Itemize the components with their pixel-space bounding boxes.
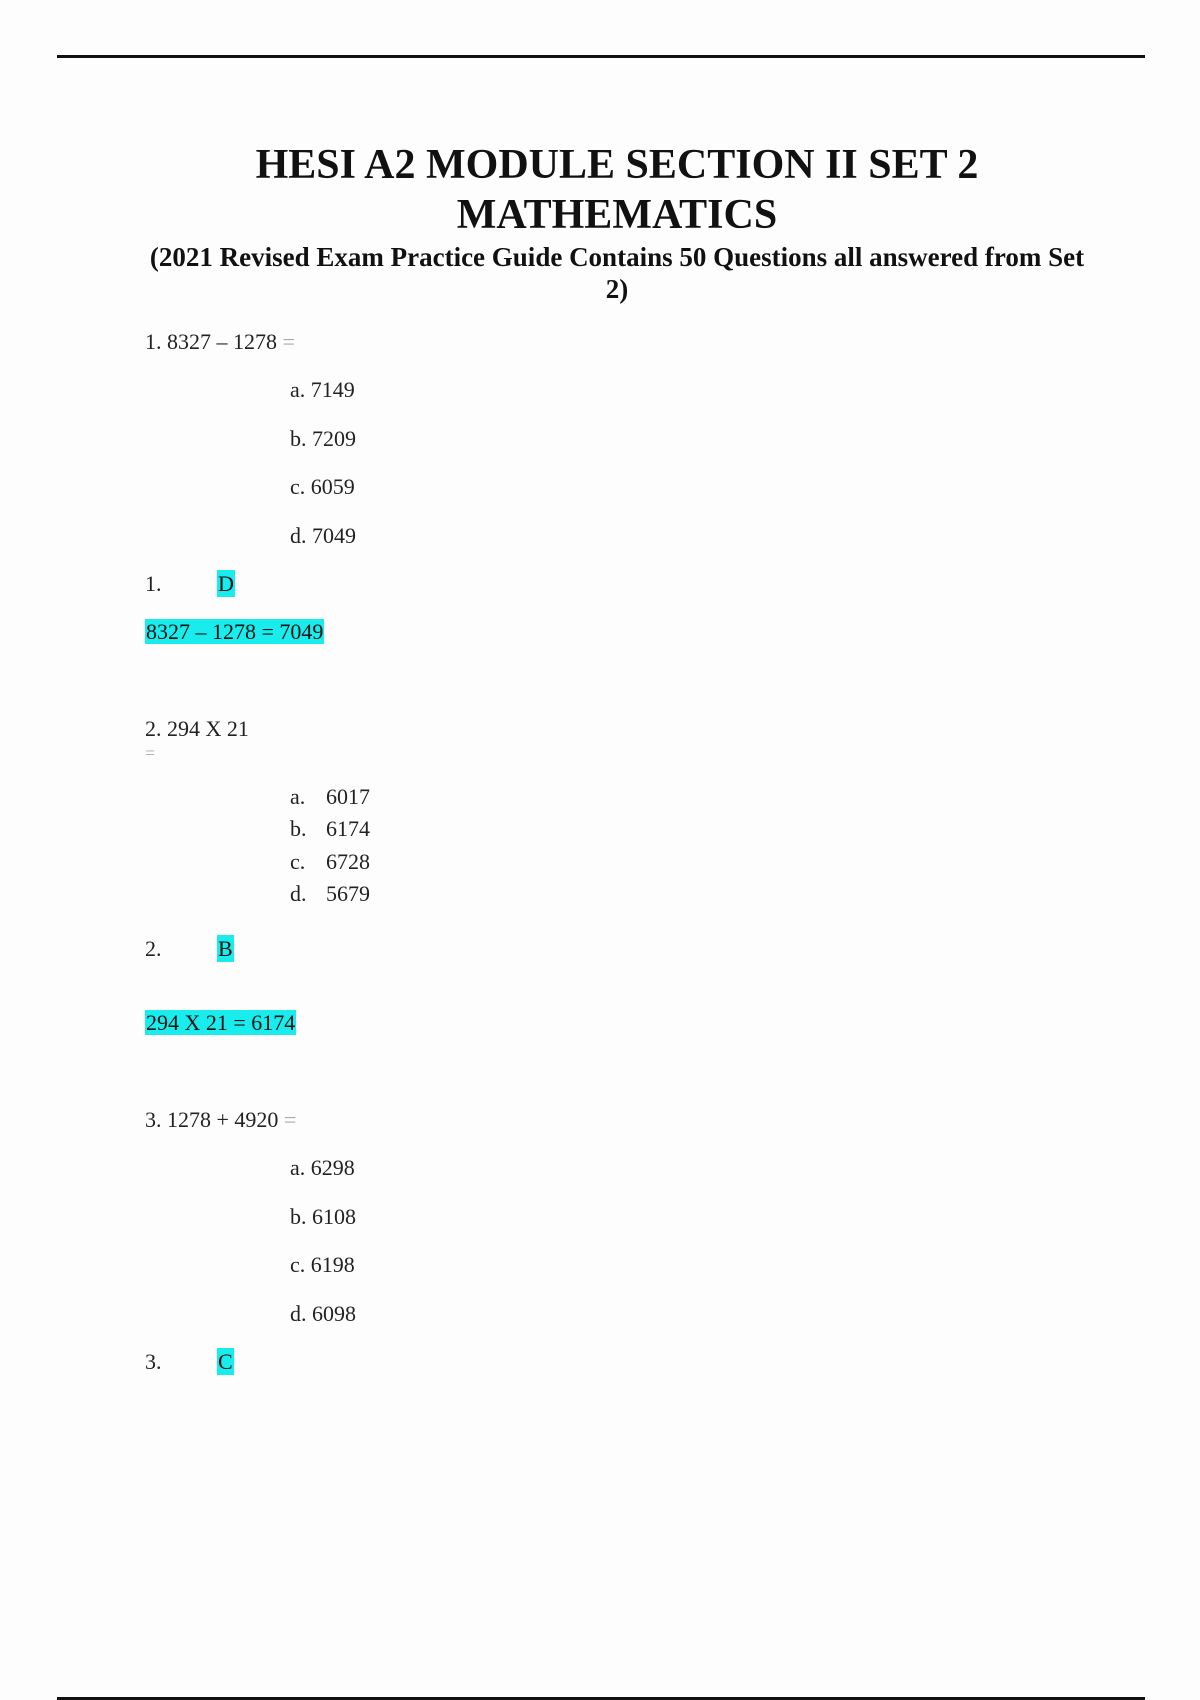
document-subtitle: (2021 Revised Exam Practice Guide Contains 50 Questions all answered from Set 2) — [149, 242, 1085, 304]
option-b — [290, 816, 370, 842]
question-2-prompt — [145, 716, 249, 742]
option-value: 7149 — [310, 377, 355, 402]
question-1-prompt — [145, 329, 295, 355]
answer-2-letter — [217, 936, 234, 962]
option-value: 7049 — [312, 523, 356, 548]
option-d — [290, 881, 370, 907]
answer-1-number: 1. — [145, 571, 162, 596]
option-value: 6098 — [312, 1301, 356, 1326]
option-letter: b. — [290, 816, 307, 841]
option-value: 6174 — [326, 816, 370, 841]
question-expression: 1278 + 4920 — [167, 1107, 279, 1132]
highlighted-explanation: 294 X 21 = 6174 — [146, 1010, 296, 1035]
answer-2-explanation — [145, 1010, 296, 1036]
option-b — [290, 426, 356, 452]
answer-3-letter — [217, 1349, 234, 1375]
option-c — [290, 474, 355, 500]
option-letter: c. — [290, 474, 306, 499]
answer-2-number: 2. — [145, 936, 162, 961]
option-a — [290, 784, 370, 810]
answer-1-letter — [217, 571, 235, 597]
option-letter: d. — [290, 1301, 307, 1326]
answer-1-explanation — [145, 619, 324, 645]
question-number: 3. — [145, 1107, 162, 1132]
question-2-equals: = — [145, 743, 156, 763]
option-d — [290, 523, 356, 549]
option-value: 6108 — [312, 1204, 356, 1229]
highlighted-answer: B — [218, 936, 233, 961]
equals-sign: = — [282, 329, 295, 354]
highlighted-answer: C — [218, 1349, 233, 1374]
option-value: 6728 — [326, 849, 370, 874]
option-value: 5679 — [326, 881, 370, 906]
question-expression: 294 X 21 — [167, 716, 249, 741]
option-letter: a. — [290, 1155, 306, 1180]
option-letter: c. — [290, 849, 306, 874]
highlighted-explanation: 8327 – 1278 = 7049 — [146, 619, 324, 644]
question-3-prompt — [145, 1107, 296, 1133]
option-b — [290, 1204, 356, 1230]
option-letter: b. — [290, 426, 307, 451]
answer-3-number: 3. — [145, 1349, 162, 1374]
option-letter: a. — [290, 784, 306, 809]
header-rule — [57, 55, 1145, 58]
option-letter: c. — [290, 1252, 306, 1277]
option-a — [290, 1155, 355, 1181]
option-letter: d. — [290, 523, 307, 548]
option-value: 6298 — [310, 1155, 355, 1180]
question-number: 2. — [145, 716, 162, 741]
document-title-line1: HESI A2 MODULE SECTION II SET 2 — [255, 142, 979, 188]
option-c — [290, 849, 370, 875]
option-value: 7209 — [312, 426, 356, 451]
option-d — [290, 1301, 356, 1327]
option-value: 6198 — [310, 1252, 355, 1277]
option-value: 6059 — [310, 474, 355, 499]
question-number: 1. — [145, 329, 162, 354]
question-expression: 8327 – 1278 — [167, 329, 277, 354]
option-letter: b. — [290, 1204, 307, 1229]
option-letter: a. — [290, 377, 306, 402]
option-value: 6017 — [326, 784, 370, 809]
equals-sign: = — [283, 1107, 297, 1132]
option-letter: d. — [290, 881, 307, 906]
highlighted-answer: D — [218, 571, 234, 596]
option-a — [290, 377, 355, 403]
option-c — [290, 1252, 355, 1278]
document-title-line2: MATHEMATICS — [456, 192, 778, 238]
